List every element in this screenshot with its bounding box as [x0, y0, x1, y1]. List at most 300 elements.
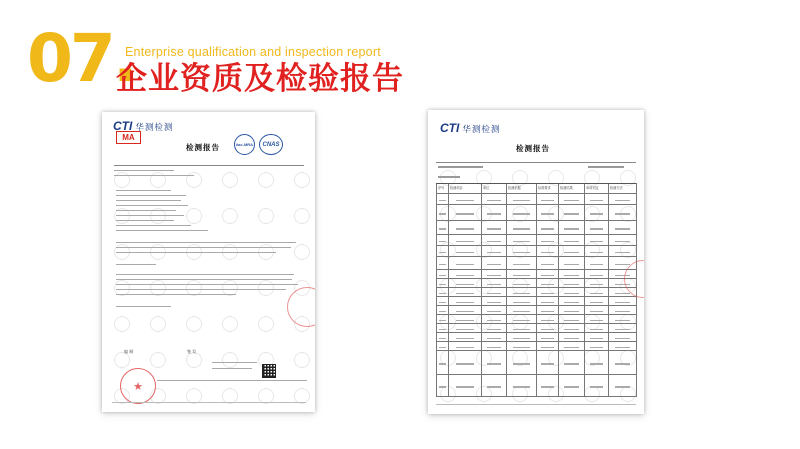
cell-text-line: [615, 302, 630, 303]
text-line: [212, 362, 257, 363]
table-cell: [506, 375, 536, 396]
watermark-circle: [294, 208, 310, 224]
cell-text-line: [439, 252, 446, 253]
text-line: [116, 274, 294, 275]
cell-text-line: [564, 252, 578, 253]
table-cell: [608, 246, 636, 256]
report-title: 检测报告: [186, 143, 220, 152]
cell-text-line: [487, 302, 501, 303]
table-cell: [608, 297, 636, 305]
table-row: [436, 315, 636, 324]
cell-text-line: [513, 363, 530, 364]
table-cell: [448, 221, 481, 234]
table-cell: [506, 306, 536, 314]
cell-text-line: [439, 329, 446, 330]
cell-text-line: [615, 338, 630, 339]
table-cell: [608, 375, 636, 396]
table-row: [436, 246, 636, 257]
ilac-mra-badge: ilac-MRA: [234, 134, 255, 155]
watermark-circle: [186, 352, 202, 368]
cell-text-line: [513, 293, 530, 294]
cell-text-line: [487, 200, 501, 201]
cell-text-line: [513, 284, 530, 285]
cell-text-line: [564, 363, 578, 364]
cell-text-line: [456, 338, 474, 339]
table-cell: [481, 246, 506, 256]
table-header-cell: 检测结果: [558, 184, 584, 193]
table-cell: [436, 306, 448, 314]
table-cell: [448, 279, 481, 287]
cell-text-line: [439, 275, 446, 276]
cell-text-line: [513, 347, 530, 348]
table-cell: [448, 288, 481, 296]
cell-text-line: [513, 228, 530, 229]
table-cell: [436, 279, 448, 287]
cell-text-line: [541, 386, 553, 387]
cell-text-line: [456, 320, 474, 321]
table-cell: [481, 235, 506, 245]
cell-text-line: [564, 386, 578, 387]
table-cell: [448, 235, 481, 245]
watermark-circle: [294, 352, 310, 368]
signature-label-issued: 签 发: [187, 349, 197, 354]
table-row: [436, 270, 636, 279]
cell-text-line: [439, 311, 446, 312]
table-cell: [481, 333, 506, 341]
table-row: [436, 205, 636, 221]
cell-text-line: [456, 347, 474, 348]
table-cell: [608, 324, 636, 332]
ma-certification-badge: MA: [116, 131, 141, 144]
table-cell: [608, 333, 636, 341]
cti-logo-chinese: 华测检测: [462, 125, 501, 135]
official-seal: ★: [120, 368, 156, 404]
table-cell: [584, 315, 608, 323]
text-line: [116, 210, 176, 211]
table-cell: [506, 221, 536, 234]
table-cell: [584, 246, 608, 256]
table-cell: [558, 279, 584, 287]
table-row: [436, 375, 636, 397]
table-row: [436, 194, 636, 205]
table-cell: [536, 288, 558, 296]
cell-text-line: [487, 275, 501, 276]
table-cell: [536, 246, 558, 256]
table-cell: [584, 221, 608, 234]
table-cell: [481, 270, 506, 278]
text-line: [116, 242, 296, 243]
table-header-cell: 单项判定: [584, 184, 608, 193]
table-cell: [536, 297, 558, 305]
watermark-circle: [258, 208, 274, 224]
table-cell: [436, 324, 448, 332]
cell-text-line: [487, 347, 501, 348]
table-cell: [558, 333, 584, 341]
cell-text-line: [513, 275, 530, 276]
cell-text-line: [615, 252, 630, 253]
cell-text-line: [590, 386, 603, 387]
watermark-circle: [150, 316, 166, 332]
cell-text-line: [564, 200, 578, 201]
table-cell: [448, 246, 481, 256]
cell-text-line: [456, 275, 474, 276]
table-cell: [506, 297, 536, 305]
table-cell: [558, 246, 584, 256]
table-cell: [584, 297, 608, 305]
table-cell: [536, 342, 558, 350]
footer-divider: [112, 402, 306, 403]
table-cell: [448, 205, 481, 220]
table-cell: [436, 288, 448, 296]
table-cell: [584, 205, 608, 220]
table-cell: [506, 246, 536, 256]
text-line: [114, 175, 194, 176]
cell-text-line: [590, 320, 603, 321]
section-number: 07.: [27, 20, 135, 97]
table-cell: [481, 375, 506, 396]
slide-header: [0, 0, 800, 110]
cell-text-line: [541, 252, 553, 253]
cell-text-line: [541, 264, 553, 265]
watermark-circle: [222, 316, 238, 332]
watermark-circle: [222, 208, 238, 224]
text-line: [114, 170, 174, 171]
table-cell: [536, 221, 558, 234]
text-line: [116, 200, 181, 201]
cell-text-line: [456, 241, 474, 242]
table-cell: [608, 306, 636, 314]
table-cell: [584, 235, 608, 245]
table-header-cell: 单位: [481, 184, 506, 193]
cell-text-line: [541, 311, 553, 312]
table-cell: [584, 324, 608, 332]
text-line: [116, 215, 184, 216]
cell-text-line: [615, 264, 630, 265]
divider-line: [114, 165, 304, 166]
watermark-circle: [150, 352, 166, 368]
watermark-circle: [258, 172, 274, 188]
table-cell: [608, 315, 636, 323]
table-cell: [536, 324, 558, 332]
table-cell: [584, 194, 608, 204]
cell-text-line: [513, 386, 530, 387]
table-cell: [448, 324, 481, 332]
watermark-circle: [258, 316, 274, 332]
table-cell: [481, 297, 506, 305]
table-cell: [608, 205, 636, 220]
cell-text-line: [439, 347, 446, 348]
table-cell: [481, 306, 506, 314]
cell-text-line: [513, 329, 530, 330]
cell-text-line: [456, 200, 474, 201]
table-row: [436, 221, 636, 235]
table-cell: [558, 306, 584, 314]
cell-text-line: [439, 264, 446, 265]
table-cell: [558, 315, 584, 323]
signature-label-prepared: 编 制: [124, 349, 134, 354]
table-cell: [506, 257, 536, 269]
divider-line: [436, 162, 636, 163]
cell-text-line: [487, 386, 501, 387]
cell-text-line: [590, 275, 603, 276]
watermark-circle: [114, 352, 130, 368]
cell-text-line: [564, 228, 578, 229]
cell-text-line: [615, 200, 630, 201]
text-line: [116, 225, 191, 226]
text-line: [116, 195, 186, 196]
cell-text-line: [456, 213, 474, 214]
cell-text-line: [590, 329, 603, 330]
cell-text-line: [487, 264, 501, 265]
table-row: [436, 297, 636, 306]
cell-text-line: [541, 302, 553, 303]
cell-text-line: [615, 329, 630, 330]
table-cell: [481, 324, 506, 332]
table-cell: [436, 315, 448, 323]
cell-text-line: [541, 284, 553, 285]
cell-text-line: [456, 293, 474, 294]
table-cell: [536, 205, 558, 220]
cti-logo-mark: CTI: [113, 119, 133, 133]
table-cell: [536, 306, 558, 314]
cell-text-line: [541, 200, 553, 201]
cell-text-line: [590, 241, 603, 242]
cell-text-line: [513, 213, 530, 214]
cell-text-line: [513, 241, 530, 242]
report-title: 检测报告: [516, 144, 550, 153]
table-cell: [448, 194, 481, 204]
cell-text-line: [541, 293, 553, 294]
text-line: [116, 284, 298, 285]
cell-text-line: [439, 293, 446, 294]
cell-text-line: [541, 241, 553, 242]
table-cell: [584, 306, 608, 314]
cell-text-line: [564, 320, 578, 321]
table-cell: [536, 270, 558, 278]
table-cell: [584, 257, 608, 269]
table-cell: [481, 205, 506, 220]
table-cell: [436, 205, 448, 220]
table-cell: [536, 333, 558, 341]
section-title-chinese: 企业资质及检验报告: [116, 61, 404, 97]
cell-text-line: [590, 311, 603, 312]
cell-text-line: [541, 363, 553, 364]
table-header-cell: 检测方法: [608, 184, 636, 193]
table-cell: [558, 342, 584, 350]
table-cell: [448, 306, 481, 314]
table-cell: [448, 297, 481, 305]
watermark-pattern: [102, 112, 315, 412]
cell-text-line: [615, 363, 630, 364]
table-cell: [558, 235, 584, 245]
table-cell: [608, 221, 636, 234]
table-cell: [481, 194, 506, 204]
table-cell: [584, 375, 608, 396]
page-number-line: [588, 166, 624, 168]
cell-text-line: [456, 363, 474, 364]
section-title-english: Enterprise qualification and inspection report: [125, 45, 381, 59]
table-cell: [448, 342, 481, 350]
cell-text-line: [487, 311, 501, 312]
table-cell: [584, 333, 608, 341]
table-cell: [436, 333, 448, 341]
table-cell: [506, 333, 536, 341]
cell-text-line: [541, 213, 553, 214]
cell-text-line: [541, 275, 553, 276]
table-header-cell: 序号: [436, 184, 448, 193]
table-cell: [506, 324, 536, 332]
table-row: [436, 306, 636, 315]
text-line: [116, 294, 236, 295]
table-cell: [584, 351, 608, 374]
cell-text-line: [513, 302, 530, 303]
cell-text-line: [487, 228, 501, 229]
watermark-circle: [222, 172, 238, 188]
cell-text-line: [439, 302, 446, 303]
cell-text-line: [590, 228, 603, 229]
cell-text-line: [541, 320, 553, 321]
results-table: [436, 183, 636, 397]
cell-text-line: [456, 302, 474, 303]
cell-text-line: [487, 363, 501, 364]
cell-text-line: [564, 284, 578, 285]
table-cell: [506, 279, 536, 287]
table-cell: [481, 279, 506, 287]
inspection-report-cover: [102, 112, 315, 412]
cell-text-line: [456, 228, 474, 229]
text-line: [157, 380, 307, 381]
watermark-circle: [222, 352, 238, 368]
cell-text-line: [487, 338, 501, 339]
table-row: [436, 333, 636, 342]
table-cell: [481, 257, 506, 269]
table-cell: [608, 235, 636, 245]
table-cell: [448, 333, 481, 341]
table-cell: [536, 351, 558, 374]
cell-text-line: [615, 311, 630, 312]
cell-text-line: [590, 200, 603, 201]
table-cell: [481, 315, 506, 323]
text-line: [116, 190, 171, 191]
cell-text-line: [439, 284, 446, 285]
cell-text-line: [564, 264, 578, 265]
cell-text-line: [564, 293, 578, 294]
table-cell: [436, 342, 448, 350]
cell-text-line: [564, 329, 578, 330]
table-cell: [481, 221, 506, 234]
text-line: [116, 230, 208, 231]
cell-text-line: [513, 311, 530, 312]
table-cell: [536, 279, 558, 287]
table-cell: [436, 375, 448, 396]
cti-logo-mark: CTI: [440, 121, 460, 135]
watermark-circle: [186, 316, 202, 332]
table-cell: [481, 288, 506, 296]
cell-text-line: [541, 338, 553, 339]
table-cell: [506, 351, 536, 374]
table-cell: [436, 194, 448, 204]
table-cell: [584, 270, 608, 278]
report-number-line: [438, 166, 483, 168]
table-cell: [608, 194, 636, 204]
cell-text-line: [456, 252, 474, 253]
cell-text-line: [456, 311, 474, 312]
table-cell: [436, 351, 448, 374]
watermark-circle: [258, 280, 274, 296]
table-cell: [536, 315, 558, 323]
text-line: [116, 252, 276, 253]
watermark-circle: [114, 316, 130, 332]
text-line: [212, 368, 252, 369]
cell-text-line: [439, 386, 446, 387]
cell-text-line: [439, 228, 446, 229]
cell-text-line: [456, 284, 474, 285]
table-header-row: [436, 183, 636, 194]
cell-text-line: [564, 311, 578, 312]
table-cell: [608, 351, 636, 374]
cell-text-line: [564, 241, 578, 242]
cell-text-line: [564, 338, 578, 339]
table-row: [436, 279, 636, 288]
cell-text-line: [615, 386, 630, 387]
cell-text-line: [487, 252, 501, 253]
table-cell: [506, 270, 536, 278]
cell-text-line: [487, 284, 501, 285]
table-header-cell: 检测项目: [448, 184, 481, 193]
section-label-line: [438, 176, 460, 178]
table-cell: [436, 257, 448, 269]
table-cell: [506, 315, 536, 323]
cell-text-line: [590, 302, 603, 303]
cell-text-line: [564, 275, 578, 276]
table-cell: [506, 342, 536, 350]
table-cell: [506, 194, 536, 204]
table-cell: [536, 257, 558, 269]
table-cell: [506, 205, 536, 220]
watermark-circle: [294, 244, 310, 260]
table-cell: [436, 297, 448, 305]
table-row: [436, 342, 636, 351]
cell-text-line: [487, 241, 501, 242]
table-cell: [558, 205, 584, 220]
table-cell: [536, 235, 558, 245]
cell-text-line: [439, 338, 446, 339]
table-cell: [481, 351, 506, 374]
table-cell: [436, 221, 448, 234]
cell-text-line: [513, 252, 530, 253]
table-cell: [558, 297, 584, 305]
cell-text-line: [487, 213, 501, 214]
cell-text-line: [541, 228, 553, 229]
table-cell: [436, 246, 448, 256]
table-cell: [448, 270, 481, 278]
text-line: [116, 220, 174, 221]
cell-text-line: [513, 200, 530, 201]
table-cell: [506, 235, 536, 245]
cell-text-line: [615, 213, 630, 214]
cell-text-line: [439, 320, 446, 321]
table-cell: [558, 288, 584, 296]
cell-text-line: [590, 363, 603, 364]
table-cell: [558, 194, 584, 204]
cell-text-line: [456, 329, 474, 330]
table-cell: [558, 351, 584, 374]
table-cell: [608, 342, 636, 350]
table-row: [436, 351, 636, 375]
cell-text-line: [456, 386, 474, 387]
table-cell: [558, 270, 584, 278]
cell-text-line: [615, 320, 630, 321]
